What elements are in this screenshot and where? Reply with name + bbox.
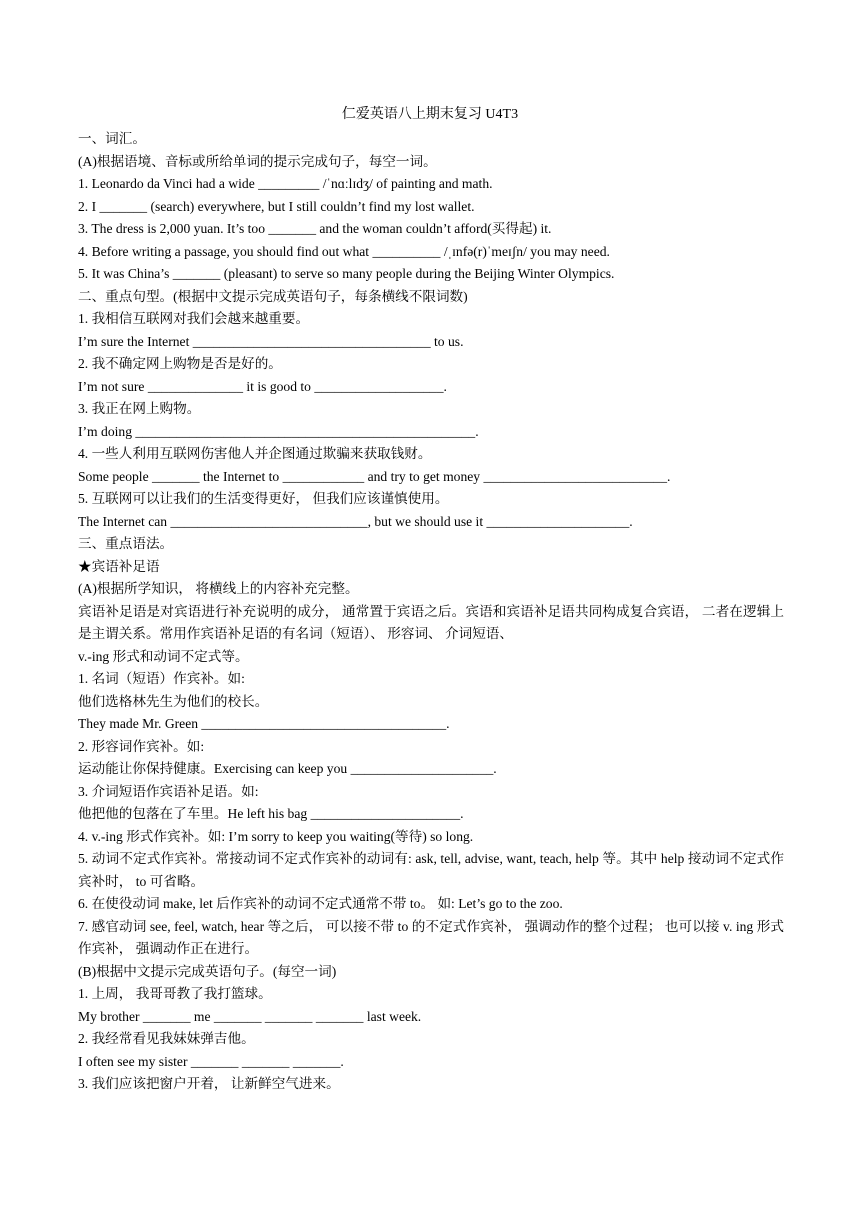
exercise-answer-2: I often see my sister _______ _______ _______.: [78, 1053, 344, 1069]
document-title: 仁爱英语八上期末复习 U4T3: [341, 107, 519, 122]
grammar-instruction-a: (A)根据所学知识， 将横线上的内容补充完整。: [78, 581, 359, 596]
instruction-a: (A)根据语境、音标或所给单词的提示完成句子，每空一词。: [78, 153, 437, 169]
exercise-prompt-3: 3. 我们应该把窗户开着， 让新鲜空气进来。: [78, 1076, 340, 1091]
section-heading-grammar: 三、重点语法。: [78, 536, 174, 551]
vocab-item-2: 2. I _______ (search) everywhere, but I still couldn’t find my lost wallet.: [78, 198, 475, 214]
grammar-point-1: 1. 名词（短语）作宾补。如:: [78, 671, 245, 686]
section-heading-vocabulary: 一、词汇。: [78, 131, 146, 146]
vocab-item-4: 4. Before writing a passage, you should find out what __________ /ˌɪnfə(r)ˈmeɪʃn/ you may need.: [78, 243, 610, 259]
grammar-topic: ★宾语补足语: [78, 558, 160, 574]
grammar-point-3: 3. 介词短语作宾语补足语。如:: [78, 783, 259, 799]
sentence-answer-5: The Internet can _____________________________, but we should use it _____________________.: [78, 513, 633, 529]
exercise-prompt-2: 2. 我经常看见我妹妹弹吉他。: [78, 1031, 255, 1046]
section-heading-sentences: 二、重点句型。(根据中文提示完成英语句子，每条横线不限词数): [78, 288, 468, 304]
document-body: [78, 128, 784, 1096]
grammar-point-5: 5. 动词不定式作宾补。常接动词不定式作宾补的动词有: ask, tell, advise, want, teach, help 等。其中 help 接动词不定式作宾补时， to 可省略。: [78, 851, 784, 889]
grammar-point-7: 7. 感官动词 see, feel, watch, hear 等之后， 可以接不带 to 的不定式作宾补， 强调动作的整个过程； 也可以接 v. ing 形式作宾补， 强调动作正在进行。: [78, 918, 784, 956]
grammar-example-2: 运动能让你保持健康。Exercising can keep you _____________________.: [78, 761, 497, 776]
sentence-prompt-4: 4. 一些人利用互联网伤害他人并企图通过欺骗来获取钱财。: [78, 446, 432, 461]
sentence-prompt-2: 2. 我不确定网上购物是否是好的。: [78, 356, 282, 371]
grammar-point-6: 6. 在使役动词 make, let 后作宾补的动词不定式通常不带 to。 如: Let’s go to the zoo.: [78, 896, 563, 911]
sentence-answer-2: I’m not sure ______________ it is good to ___________________.: [78, 378, 447, 394]
grammar-point-4: 4. v.-ing 形式作宾补。如: I’m sorry to keep you waiting(等待) so long.: [78, 828, 474, 844]
exercise-answer-1: My brother _______ me _______ _______ _______ last week.: [78, 1008, 422, 1024]
vocab-item-3: 3. The dress is 2,000 yuan. It’s too _______ and the woman couldn’t afford(买得起) it.: [78, 221, 552, 236]
exercise-prompt-1: 1. 上周， 我哥哥教了我打篮球。: [78, 986, 272, 1001]
grammar-paragraph-end: v.-ing 形式和动词不定式等。: [78, 648, 249, 664]
grammar-example-1-en: They made Mr. Green ____________________________________.: [78, 716, 450, 731]
vocab-item-5: 5. It was China’s _______ (pleasant) to serve so many people during the Beijing Winter Olympics.: [78, 266, 615, 281]
sentence-prompt-1: 1. 我相信互联网对我们会越来越重要。: [78, 311, 310, 326]
sentence-prompt-3: 3. 我正在网上购物。: [78, 401, 201, 416]
sentence-answer-4: Some people _______ the Internet to ____________ and try to get money ___________________________.: [78, 468, 671, 484]
vocab-item-1: 1. Leonardo da Vinci had a wide _________ /ˈnɑːlɪdʒ/ of painting and math.: [78, 176, 493, 191]
grammar-example-1-cn: 他们选格林先生为他们的校长。: [78, 693, 269, 709]
grammar-example-3: 他把他的包落在了车里。He left his bag ______________________.: [78, 806, 464, 821]
grammar-instruction-b: (B)根据中文提示完成英语句子。(每空一词): [78, 963, 337, 979]
sentence-answer-1: I’m sure the Internet ___________________________________ to us.: [78, 333, 464, 349]
sentence-answer-3: I’m doing __________________________________________________.: [78, 423, 479, 439]
grammar-point-2: 2. 形容词作宾补。如:: [78, 738, 205, 754]
sentence-prompt-5: 5. 互联网可以让我们的生活变得更好， 但我们应该谨慎使用。: [78, 491, 449, 506]
grammar-paragraph: 宾语补足语是对宾语进行补充说明的成分， 通常置于宾语之后。宾语和宾语补足语共同构成复合宾语， 二者在逻辑上是主谓关系。常用作宾语补足语的有名词（短语）、 形容词、 介词短语、: [78, 603, 784, 641]
